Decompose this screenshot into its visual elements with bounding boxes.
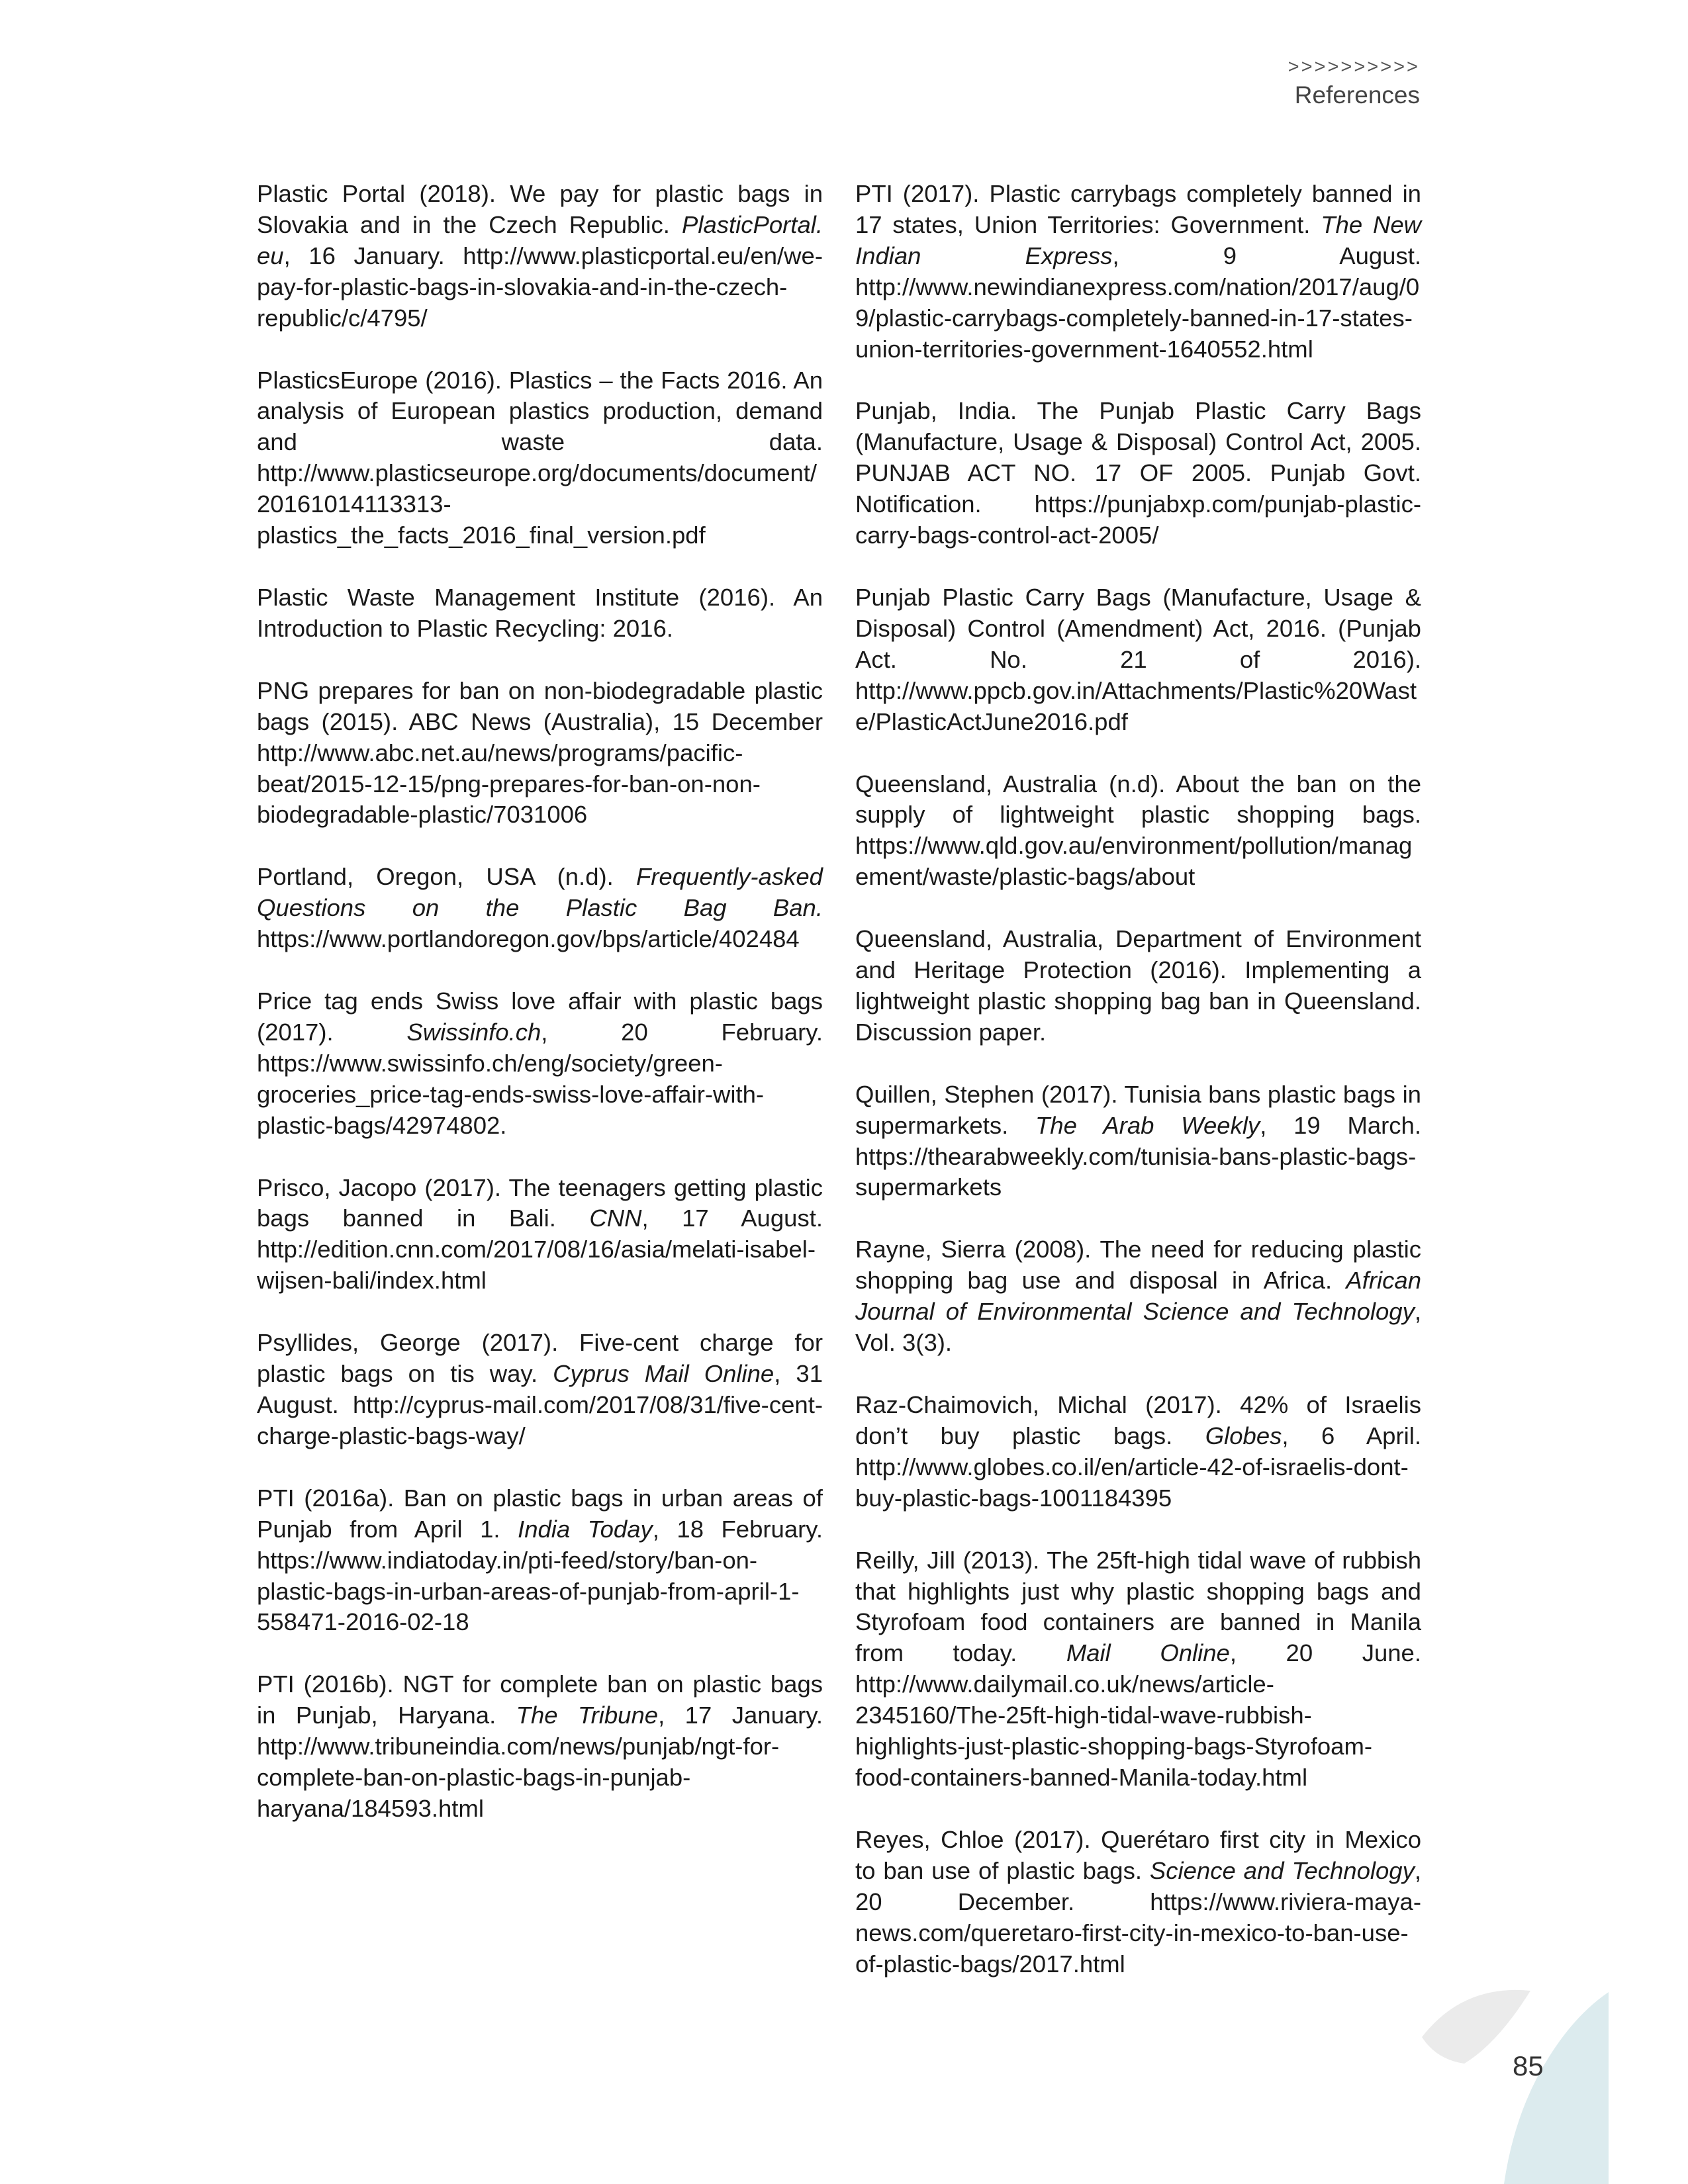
reference-entry: Prisco, Jacopo (2017). The teenagers getting plastic bags banned in Bali. CNN, 17 August. http://edition.cnn.com/2017/08/16/asia/melati-isabel-wijsen-bali/index.html <box>257 1173 823 1295</box>
reference-entry: Portland, Oregon, USA (n.d). Frequently-asked Questions on the Plastic Bag Ban. https://www.portlandoregon.gov/bps/article/402484 <box>257 863 823 953</box>
reference-entry: Plastic Waste Management Institute (2016). An Introduction to Plastic Recycling: 2016. <box>257 583 823 642</box>
reference-entry: Punjab Plastic Carry Bags (Manufacture, Usage & Disposal) Control (Amendment) Act, 2016. (Punjab Act. No. 21 of 2016). http://www.ppcb.gov.in/Attachments/Plastic%20Waste/PlasticActJune2016.pdf <box>855 583 1421 735</box>
reference-entry: Quillen, Stephen (2017). Tunisia bans plastic bags in supermarkets. The Arab Weekly, 19 March. https://thearabweekly.com/tunisia-bans-plastic-bags-supermarkets <box>855 1080 1422 1201</box>
page-header <box>1288 56 1420 111</box>
reference-entry: Psyllides, George (2017). Five-cent charge for plastic bags on tis way. Cyprus Mail Online, 31 August. http://cyprus-mail.com/2017/08/31/five-cent-charge-plastic-bags-way/ <box>257 1329 823 1449</box>
reference-entry: Queensland, Australia, Department of Environment and Heritage Protection (2016). Implementing a lightweight plastic shopping bag ban in Queensland. Discussion paper. <box>855 925 1421 1046</box>
reference-entry: PlasticsEurope (2016). Plastics – the Facts 2016. An analysis of European plastics production, demand and waste data. http://www.plasticseurope.org/documents/document/20161014113313-plastics_the_facts_2016_final_version.pdf <box>257 366 823 549</box>
reference-entry: PTI (2016a). Ban on plastic bags in urban areas of Punjab from April 1. India Today, 18 February. https://www.indiatoday.in/pti-feed/story/ban-on-plastic-bags-in-urban-areas-of-punjab-from-april-1-558471-2016-02-18 <box>257 1484 823 1636</box>
reference-entry: Punjab, India. The Punjab Plastic Carry Bags (Manufacture, Usage & Disposal) Control Act, 2005. PUNJAB ACT NO. 17 OF 2005. Punjab Govt. Notification. https://punjabxp.com/punjab-plastic-carry-bags-control-act-2005/ <box>855 397 1421 549</box>
reference-entry: Rayne, Sierra (2008). The need for reducing plastic shopping bag use and disposal in Africa. African Journal of Environmental Science and Technology, Vol. 3(3). <box>855 1236 1421 1357</box>
reference-entry: Reilly, Jill (2013). The 25ft-high tidal wave of rubbish that highlights just why plastic shopping bags and Styrofoam food containers are banned in Manila from today. Mail Online, 20 June. http://www.dailymail.co.uk/news/article-2345160/The-25ft-high-tidal-wave-rubbish-highlights-just-plastic-shopping-bags-Styrofoam-food-containers-banned-Manila-today.html <box>855 1546 1421 1791</box>
references-left-column <box>257 179 823 1856</box>
reference-entry: Queensland, Australia (n.d). About the ban on the supply of lightweight plastic shopping bags. https://www.qld.gov.au/environment/pollution/management/waste/plastic-bags/about <box>855 770 1421 891</box>
header-arrows: >>>>>>>>>> <box>1288 56 1420 77</box>
reference-entry: Reyes, Chloe (2017). Querétaro first city in Mexico to ban use of plastic bags. Science and Technology, 20 December. https://www.riviera-maya-news.com/queretaro-first-city-in-mexico-to-ban-use-of-plastic-bags/2017.html <box>855 1825 1421 1978</box>
reference-entry: PTI (2017). Plastic carrybags completely banned in 17 states, Union Territories: Government. The New Indian Express, 9 August. http://www.newindianexpress.com/nation/2017/aug/09/plastic-carrybags-completely-banned-in-17-states-union-territories-government-1640552.html <box>855 180 1421 363</box>
page-number: 85 <box>1513 2050 1544 2081</box>
reference-entry: PNG prepares for ban on non-biodegradable plastic bags (2015). ABC News (Australia), 15 December http://www.abc.net.au/news/programs/pacific-beat/2015-12-15/png-prepares-for-ban-on-non-biodegradable-plastic/7031006 <box>257 676 823 829</box>
references-right-column <box>855 179 1421 2011</box>
reference-entry: Price tag ends Swiss love affair with plastic bags (2017). Swissinfo.ch, 20 February. https://www.swissinfo.ch/eng/society/green-groceries_price-tag-ends-swiss-love-affair-with-plastic-bags/42974802. <box>257 987 823 1139</box>
teal-leaf-shape <box>1504 1992 1609 2184</box>
page-corner-decoration <box>1417 1985 1688 2184</box>
reference-entry: Plastic Portal (2018). We pay for plastic bags in Slovakia and in the Czech Republic. PlasticPortal. eu, 16 January. http://www.plasticportal.eu/en/we-pay-for-plastic-bags-in-slovakia-and-in-the-czech-republic/c/4795/ <box>257 180 823 332</box>
reference-entry: PTI (2016b). NGT for complete ban on plastic bags in Punjab, Haryana. The Tribune, 17 January. http://www.tribuneindia.com/news/punjab/ngt-for-complete-ban-on-plastic-bags-in-punjab-haryana/184593.html <box>257 1670 823 1822</box>
reference-entry: Raz-Chaimovich, Michal (2017). 42% of Israelis don’t buy plastic bags. Globes, 6 April. http://www.globes.co.il/en/article-42-of-israelis-dont-buy-plastic-bags-1001184395 <box>855 1391 1421 1512</box>
section-title: References <box>1294 81 1420 109</box>
